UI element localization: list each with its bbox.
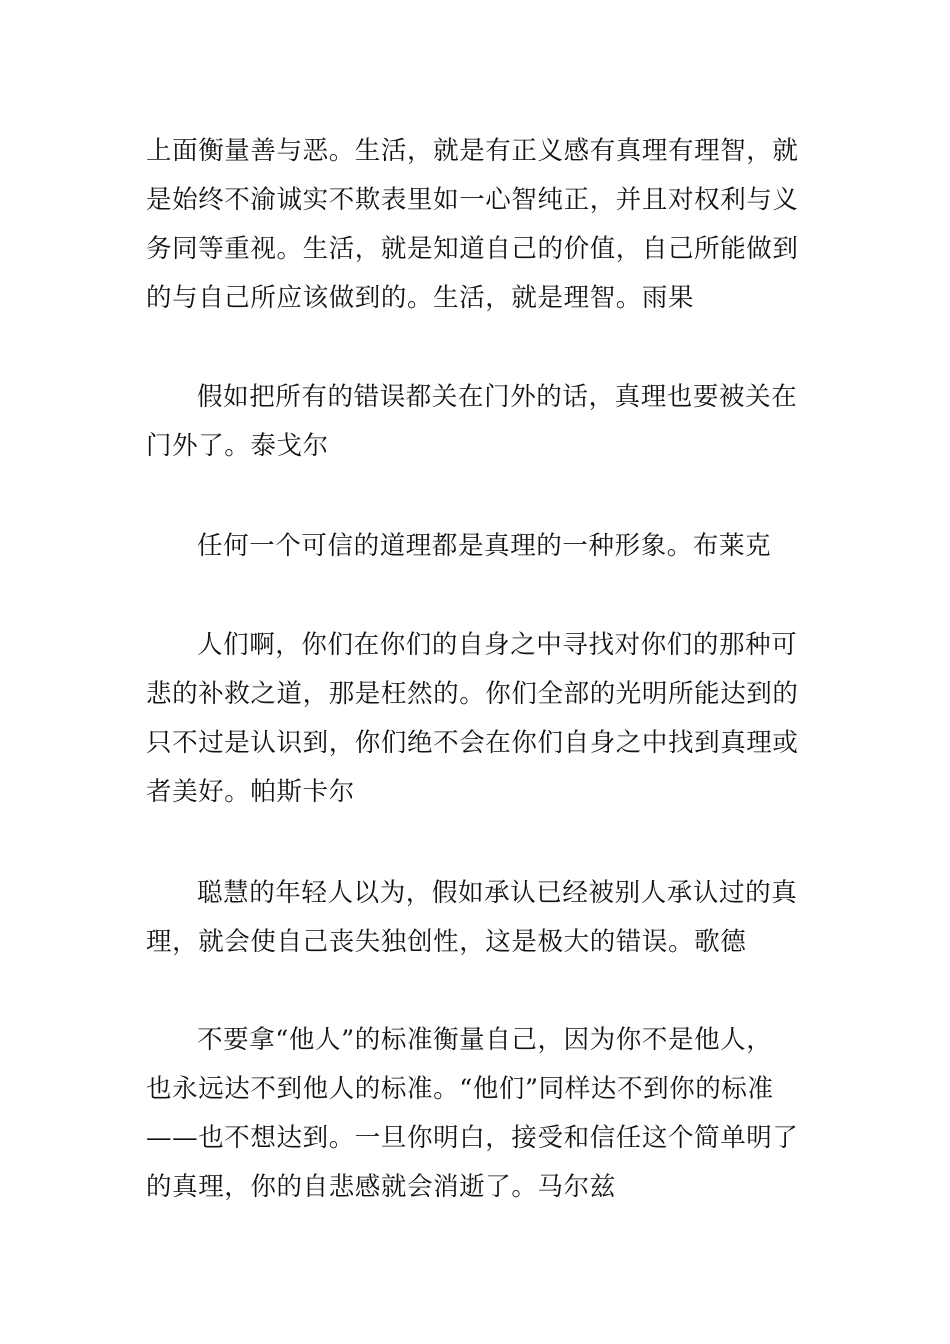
text-line: 门外了。泰戈尔	[146, 431, 329, 461]
paragraph-pascal-quote	[146, 621, 806, 817]
text-line: 理，就会使自己丧失独创性，这是极大的错误。歌德	[146, 927, 747, 957]
paragraph-tagore-quote	[146, 373, 806, 471]
text-line: 任何一个可信的道理都是真理的一种形象。布莱克	[197, 531, 772, 561]
text-line: 是始终不渝诚实不欺表里如一心智纯正，并且对权利与义	[146, 185, 799, 215]
text-line: 只不过是认识到，你们绝不会在你们自身之中找到真理或	[146, 728, 799, 758]
text-line: 假如把所有的错误都关在门外的话，真理也要被关在	[197, 382, 798, 412]
text-line: 也永远达不到他人的标准。“他们”同样达不到你的标准	[146, 1074, 774, 1104]
paragraph-maltz-quote	[146, 1016, 806, 1212]
paragraph-hugo-life	[146, 127, 806, 323]
text-line: 的与自己所应该做到的。生活，就是理智。雨果	[146, 283, 695, 313]
text-line: 的真理，你的自悲感就会消逝了。马尔兹	[146, 1172, 616, 1202]
text-line: 聪慧的年轻人以为，假如承认已经被别人承认过的真	[197, 878, 798, 908]
paragraph-blake-quote	[146, 522, 806, 571]
text-line: 务同等重视。生活，就是知道自己的价值，自己所能做到	[146, 234, 799, 264]
paragraph-goethe-quote	[146, 869, 806, 967]
text-line: 不要拿“他人”的标准衡量自己，因为你不是他人，	[197, 1025, 773, 1055]
text-line: 上面衡量善与恶。生活，就是有正义感有真理有理智，就	[146, 136, 799, 166]
text-line: 悲的补救之道，那是枉然的。你们全部的光明所能达到的	[146, 679, 799, 709]
text-line: 者美好。帕斯卡尔	[146, 777, 355, 807]
text-line: ——也不想达到。一旦你明白，接受和信任这个简单明了	[146, 1123, 799, 1153]
text-line: 人们啊，你们在你们的自身之中寻找对你们的那种可	[197, 630, 798, 660]
